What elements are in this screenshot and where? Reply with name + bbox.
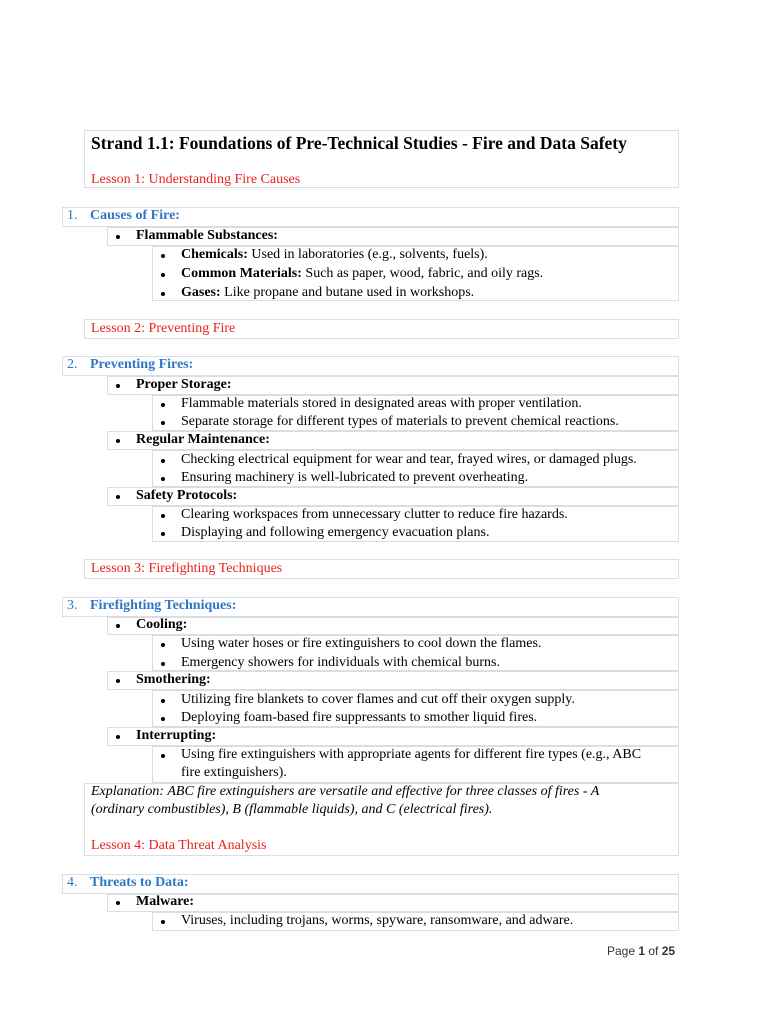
bullet-icon: [161, 477, 165, 481]
bullet-box: [107, 617, 679, 635]
page-number-footer: Page 1 of 25: [607, 944, 676, 958]
bullet-icon: [116, 901, 120, 905]
bullet-icon: [161, 717, 165, 721]
bullet-icon: [116, 439, 120, 443]
section-4-number: 4.: [67, 875, 78, 890]
explanation-line-2: (ordinary combustibles), B (flammable liquids), and C (electrical fires).: [91, 802, 493, 817]
section-3-heading: Firefighting Techniques:: [90, 598, 237, 613]
bullet-icon: [116, 624, 120, 628]
section-4-heading: Threats to Data:: [90, 875, 189, 890]
page-title: Strand 1.1: Foundations of Pre-Technical Studies - Fire and Data Safety: [91, 133, 627, 153]
proper-storage-label: Proper Storage:: [136, 377, 232, 392]
list-item: Checking electrical equipment for wear and tear, frayed wires, or damaged plugs.: [181, 452, 637, 467]
safety-protocols-label: Safety Protocols:: [136, 488, 238, 503]
list-item: Utilizing fire blankets to cover flames and cut off their oxygen supply.: [181, 692, 575, 707]
bullet-icon: [161, 532, 165, 536]
list-item: Displaying and following emergency evacuation plans.: [181, 525, 490, 540]
smothering-label: Smothering:: [136, 672, 211, 687]
bullet-icon: [161, 254, 165, 258]
list-item: Chemicals: Used in laboratories (e.g., solvents, fuels).: [181, 247, 488, 262]
flammable-substances-label: Flammable Substances:: [136, 228, 278, 243]
bullet-icon: [161, 459, 165, 463]
lesson-3-label: Lesson 3: Firefighting Techniques: [91, 561, 283, 576]
bullet-icon: [116, 495, 120, 499]
list-item-continuation: fire extinguishers).: [181, 765, 287, 780]
malware-label: Malware:: [136, 894, 195, 909]
bullet-icon: [161, 662, 165, 666]
cooling-label: Cooling:: [136, 617, 188, 632]
interrupting-label: Interrupting:: [136, 728, 217, 743]
list-item: Clearing workspaces from unnecessary clutter to reduce fire hazards.: [181, 507, 568, 522]
bullet-icon: [161, 421, 165, 425]
list-item: Viruses, including trojans, worms, spyware, ransomware, and adware.: [181, 913, 574, 928]
bullet-icon: [161, 273, 165, 277]
bullet-icon: [161, 514, 165, 518]
list-item: Gases: Like propane and butane used in workshops.: [181, 285, 475, 300]
bullet-icon: [161, 754, 165, 758]
bullet-icon: [161, 699, 165, 703]
section-3-number: 3.: [67, 598, 78, 613]
bullet-icon: [116, 679, 120, 683]
list-item: Separate storage for different types of materials to prevent chemical reactions.: [181, 414, 619, 429]
regular-maintenance-label: Regular Maintenance:: [136, 432, 270, 447]
bullet-icon: [161, 292, 165, 296]
list-item: Ensuring machinery is well-lubricated to prevent overheating.: [181, 470, 529, 485]
section-1-heading: Causes of Fire:: [90, 208, 180, 223]
explanation-line-1: Explanation: ABC fire extinguishers are versatile and effective for three classes of fires - A: [91, 784, 600, 799]
list-item: Flammable materials stored in designated areas with proper ventilation.: [181, 396, 582, 411]
bullet-icon: [161, 403, 165, 407]
lesson-4-label: Lesson 4: Data Threat Analysis: [91, 838, 267, 853]
bullet-icon: [161, 643, 165, 647]
section-2-number: 2.: [67, 357, 78, 372]
list-item: Deploying foam-based fire suppressants to smother liquid fires.: [181, 710, 538, 725]
list-item: Emergency showers for individuals with chemical burns.: [181, 655, 500, 670]
lesson-1-label: Lesson 1: Understanding Fire Causes: [91, 172, 301, 187]
bullet-icon: [116, 735, 120, 739]
bullet-icon: [161, 920, 165, 924]
list-item: Using water hoses or fire extinguishers to cool down the flames.: [181, 636, 542, 651]
section-1-number: 1.: [67, 208, 78, 223]
section-2-heading: Preventing Fires:: [90, 357, 194, 372]
lesson-2-label: Lesson 2: Preventing Fire: [91, 321, 236, 336]
list-item: Using fire extinguishers with appropriate agents for different fire types (e.g., ABC: [181, 747, 642, 762]
list-item: Common Materials: Such as paper, wood, fabric, and oily rags.: [181, 266, 544, 281]
bullet-icon: [116, 384, 120, 388]
bullet-icon: [116, 235, 120, 239]
